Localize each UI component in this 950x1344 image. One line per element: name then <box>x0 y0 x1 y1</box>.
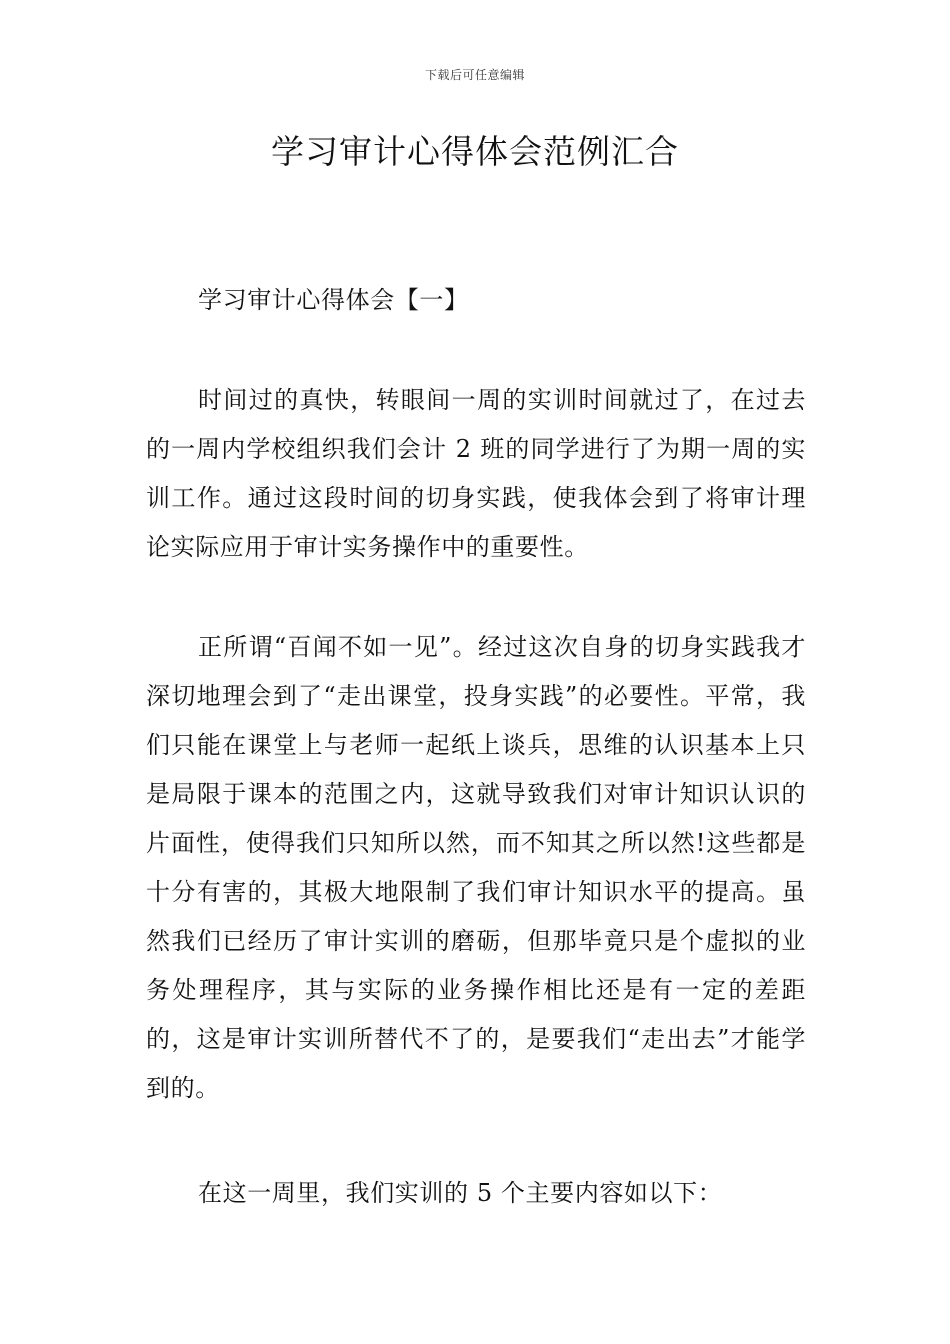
document-title: 学习审计心得体会范例汇合 <box>271 132 679 171</box>
paragraph-2: 正所谓“百闻不如一见”。经过这次自身的切身实践我才深切地理会到了“走出课堂，投身实践”的必要性。平常，我们只能在课堂上与老师一起纸上谈兵，思维的认识基本上只是局限于课本的范围之内，这就导致我们对审计知识认识的片面性，使得我们只知所以然，而不知其之所以然!这些都是十分有害的，其极大地限制了我们审计知识水平的提高。虽然我们已经历了审计实训的磨砺，但那毕竟只是个虚拟的业务处理程序，其与实际的业务操作相比还是有一定的差距的，这是审计实训所替代不了的，是要我们“走出去”才能学到的。 <box>146 633 806 1102</box>
paragraph-3: 在这一周里，我们实训的 5 个主要内容如以下： <box>198 1179 723 1207</box>
section-heading: 学习审计心得体会【一】 <box>198 286 469 314</box>
header-note: 下载后可任意编辑 <box>424 68 525 82</box>
paragraph-1: 时间过的真快，转眼间一周的实训时间就过了，在过去的一周内学校组织我们会计 2 班的同学进行了为期一周的实训工作。通过这段时间的切身实践，使我体会到了将审计理论实际应用于审计实务操作中的重要性。 <box>146 386 806 561</box>
